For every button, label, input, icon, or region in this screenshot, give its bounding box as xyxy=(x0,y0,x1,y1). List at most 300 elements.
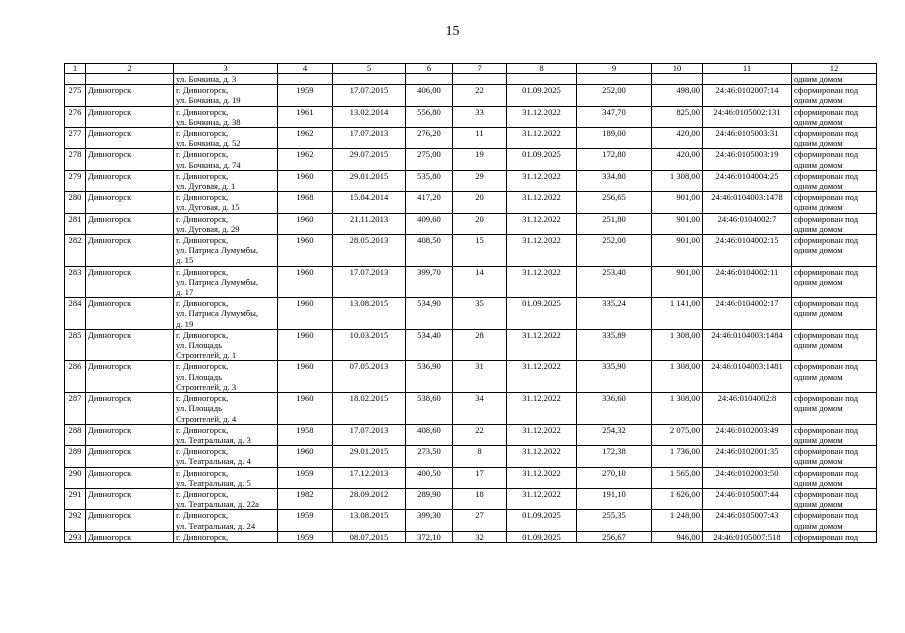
address-line: г. Дивногорск, xyxy=(176,85,229,96)
year-cell: 1960 xyxy=(278,213,333,234)
count-cell: 17 xyxy=(453,467,507,488)
address-line: г. Дивногорск, xyxy=(176,128,229,139)
value10-cell: 1 565,00 xyxy=(652,467,703,488)
value9-cell: 189,00 xyxy=(577,128,652,149)
value10-cell: 1 141,00 xyxy=(652,298,703,330)
status-line: сформирован под xyxy=(794,192,859,203)
city-cell: Дивногорск xyxy=(86,213,174,234)
row-number: 277 xyxy=(65,128,86,149)
address-line: ул. Бочкина, д. 74 xyxy=(176,159,241,170)
table-row xyxy=(65,85,877,106)
year-cell: 1960 xyxy=(278,329,333,361)
address-cell xyxy=(174,510,278,531)
status-cell xyxy=(792,298,877,330)
city-cell: Дивногорск xyxy=(86,467,174,488)
cadastral-number-cell: 24:46:0105007:44 xyxy=(703,488,792,509)
area-cell: 536,90 xyxy=(406,361,453,393)
status-cell xyxy=(792,192,877,213)
count-cell: 11 xyxy=(453,128,507,149)
cadastral-number-cell: 24:46:0104002:11 xyxy=(703,266,792,298)
value10-cell: 420,00 xyxy=(652,128,703,149)
count-cell: 18 xyxy=(453,488,507,509)
address-line: ул. Площадь xyxy=(176,371,223,382)
table-row xyxy=(65,531,877,542)
cadastral-number-cell: 24:46:0104003:1478 xyxy=(703,192,792,213)
table-row xyxy=(65,266,877,298)
table-row xyxy=(65,106,877,127)
address-line: г. Дивногорск, xyxy=(176,531,229,542)
address-line: г. Дивногорск, xyxy=(176,361,229,372)
value9-cell: 256,67 xyxy=(577,531,652,542)
status-line: одним домом xyxy=(794,477,843,488)
value9-cell: 254,32 xyxy=(577,424,652,445)
status-cell xyxy=(792,393,877,425)
status-line: одним домом xyxy=(794,499,843,510)
area-cell: 534,40 xyxy=(406,329,453,361)
address-cell xyxy=(174,106,278,127)
deadline-cell: 31.12.2022 xyxy=(507,266,577,298)
row-number: 288 xyxy=(65,424,86,445)
count-cell: 31 xyxy=(453,361,507,393)
deadline-cell: 31.12.2022 xyxy=(507,446,577,467)
table-row xyxy=(65,149,877,170)
value10-cell: 498,00 xyxy=(652,85,703,106)
status-line: одним домом xyxy=(794,202,843,213)
address-line: ул. Дуговая, д. 15 xyxy=(176,202,240,213)
address-line: ул. Патриса Лумумбы, xyxy=(176,276,259,287)
status-line: сформирован под xyxy=(794,85,859,96)
status-cell xyxy=(792,106,877,127)
year-cell: 1960 xyxy=(278,446,333,467)
deadline-cell: 31.12.2022 xyxy=(507,235,577,267)
row-number: 284 xyxy=(65,298,86,330)
value10-cell: 901,00 xyxy=(652,213,703,234)
count-cell: 19 xyxy=(453,149,507,170)
address-line: г. Дивногорск, xyxy=(176,266,229,277)
year-cell: 1968 xyxy=(278,192,333,213)
date-cell: 17.07.2013 xyxy=(333,266,406,298)
city-cell: Дивногорск xyxy=(86,531,174,542)
column-header-6: 6 xyxy=(406,64,453,74)
date-cell: 29.07.2015 xyxy=(333,149,406,170)
row-number: 276 xyxy=(65,106,86,127)
continuation-status: одним домом xyxy=(792,74,877,85)
year-cell: 1960 xyxy=(278,298,333,330)
address-cell xyxy=(174,128,278,149)
page-number: 15 xyxy=(445,24,460,39)
area-cell: 538,60 xyxy=(406,393,453,425)
cadastral-number-cell: 24:46:0104002:7 xyxy=(703,213,792,234)
value9-cell: 172,80 xyxy=(577,149,652,170)
address-cell xyxy=(174,329,278,361)
status-line: сформирован под xyxy=(794,213,859,224)
column-header-4: 4 xyxy=(278,64,333,74)
cadastral-number-cell: 24:46:0105002:131 xyxy=(703,106,792,127)
value10-cell: 1 308,00 xyxy=(652,329,703,361)
status-cell xyxy=(792,488,877,509)
area-cell: 400,50 xyxy=(406,467,453,488)
column-header-12: 12 xyxy=(792,64,877,74)
address-cell xyxy=(174,170,278,191)
status-cell xyxy=(792,329,877,361)
address-line: ул. Театральная, д. 4 xyxy=(176,456,251,467)
year-cell: 1960 xyxy=(278,393,333,425)
address-line: г. Дивногорск, xyxy=(176,393,229,404)
column-header-5: 5 xyxy=(333,64,406,74)
address-line: ул. Патриса Лумумбы, xyxy=(176,308,259,319)
table-row xyxy=(65,235,877,267)
address-line: г. Дивногорск, xyxy=(176,298,229,309)
city-cell: Дивногорск xyxy=(86,510,174,531)
row-number: 289 xyxy=(65,446,86,467)
address-line: д. 17 xyxy=(176,287,194,298)
value9-cell: 172,38 xyxy=(577,446,652,467)
address-cell xyxy=(174,467,278,488)
table-row xyxy=(65,424,877,445)
row-number: 293 xyxy=(65,531,86,542)
area-cell: 556,80 xyxy=(406,106,453,127)
address-line: ул. Дуговая, д. 1 xyxy=(176,181,236,192)
row-number: 275 xyxy=(65,85,86,106)
table-row xyxy=(65,467,877,488)
count-cell: 29 xyxy=(453,170,507,191)
city-cell: Дивногорск xyxy=(86,298,174,330)
date-cell: 29.01.2015 xyxy=(333,446,406,467)
status-line: сформирован под xyxy=(794,424,859,435)
year-cell: 1962 xyxy=(278,149,333,170)
status-line: одним домом xyxy=(794,181,843,192)
address-line: ул. Бочкина, д. 52 xyxy=(176,138,241,149)
address-line: ул. Театральная, д. 24 xyxy=(176,520,256,531)
year-cell: 1959 xyxy=(278,85,333,106)
deadline-cell: 31.12.2022 xyxy=(507,467,577,488)
address-line: г. Дивногорск, xyxy=(176,170,229,181)
status-line: одним домом xyxy=(794,308,843,319)
area-cell: 406,00 xyxy=(406,85,453,106)
status-line: сформирован под xyxy=(794,266,859,277)
area-cell: 273,50 xyxy=(406,446,453,467)
status-cell xyxy=(792,446,877,467)
status-cell xyxy=(792,149,877,170)
year-cell: 1959 xyxy=(278,467,333,488)
address-line: ул. Бочкина, д. 19 xyxy=(176,95,241,106)
cadastral-number-cell: 24:46:0105007:518 xyxy=(703,531,792,542)
row-number: 278 xyxy=(65,149,86,170)
value10-cell: 1 248,00 xyxy=(652,510,703,531)
city-cell: Дивногорск xyxy=(86,266,174,298)
status-cell xyxy=(792,170,877,191)
status-cell xyxy=(792,467,877,488)
status-line: одним домом xyxy=(794,434,843,445)
value10-cell: 901,00 xyxy=(652,235,703,267)
table-row xyxy=(65,298,877,330)
status-cell xyxy=(792,235,877,267)
address-line: Строителей, д. 4 xyxy=(176,413,237,424)
status-line: сформирован под xyxy=(794,329,859,340)
deadline-cell: 31.12.2022 xyxy=(507,192,577,213)
address-cell xyxy=(174,424,278,445)
status-line: сформирован под xyxy=(794,531,859,542)
status-line: одним домом xyxy=(794,138,843,149)
value10-cell: 1 308,00 xyxy=(652,170,703,191)
status-line: одним домом xyxy=(794,223,843,234)
value9-cell: 255,35 xyxy=(577,510,652,531)
deadline-cell: 31.12.2022 xyxy=(507,329,577,361)
year-cell: 1959 xyxy=(278,531,333,542)
value9-cell: 191,10 xyxy=(577,488,652,509)
row-number: 292 xyxy=(65,510,86,531)
status-line: сформирован под xyxy=(794,170,859,181)
address-cell xyxy=(174,149,278,170)
cadastral-number-cell: 24:46:0105003:31 xyxy=(703,128,792,149)
area-cell: 399,30 xyxy=(406,510,453,531)
cadastral-number-cell: 24:46:0104004:25 xyxy=(703,170,792,191)
address-cell xyxy=(174,213,278,234)
city-cell: Дивногорск xyxy=(86,446,174,467)
count-cell: 8 xyxy=(453,446,507,467)
deadline-cell: 31.12.2022 xyxy=(507,170,577,191)
deadline-cell: 01.09.2025 xyxy=(507,531,577,542)
area-cell: 408,60 xyxy=(406,424,453,445)
status-line: одним домом xyxy=(794,520,843,531)
table-row xyxy=(65,170,877,191)
row-number: 280 xyxy=(65,192,86,213)
deadline-cell: 31.12.2022 xyxy=(507,488,577,509)
date-cell: 13.08.2015 xyxy=(333,298,406,330)
deadline-cell: 31.12.2022 xyxy=(507,393,577,425)
area-cell: 534,90 xyxy=(406,298,453,330)
date-cell: 29.01.2015 xyxy=(333,170,406,191)
date-cell: 07.05.2013 xyxy=(333,361,406,393)
date-cell: 13.02.2014 xyxy=(333,106,406,127)
row-number: 281 xyxy=(65,213,86,234)
value10-cell: 1 626,00 xyxy=(652,488,703,509)
continuation-address: ул. Бочкина, д. 3 xyxy=(174,74,278,85)
status-line: сформирован под xyxy=(794,446,859,457)
count-cell: 35 xyxy=(453,298,507,330)
status-cell xyxy=(792,128,877,149)
value9-cell: 334,80 xyxy=(577,170,652,191)
date-cell: 13.08.2015 xyxy=(333,510,406,531)
status-line: сформирован под xyxy=(794,298,859,309)
year-cell: 1960 xyxy=(278,170,333,191)
status-line: одним домом xyxy=(794,340,843,351)
city-cell: Дивногорск xyxy=(86,149,174,170)
cadastral-number-cell: 24:46:0102003:49 xyxy=(703,424,792,445)
status-cell xyxy=(792,510,877,531)
table-row xyxy=(65,446,877,467)
value10-cell: 901,00 xyxy=(652,266,703,298)
table-header-row xyxy=(65,64,877,74)
deadline-cell: 31.12.2022 xyxy=(507,106,577,127)
deadline-cell: 01.09.2025 xyxy=(507,298,577,330)
count-cell: 28 xyxy=(453,329,507,361)
status-line: одним домом xyxy=(794,403,843,414)
address-cell xyxy=(174,488,278,509)
status-cell xyxy=(792,213,877,234)
status-cell xyxy=(792,424,877,445)
address-line: г. Дивногорск, xyxy=(176,329,229,340)
city-cell: Дивногорск xyxy=(86,235,174,267)
deadline-cell: 01.09.2025 xyxy=(507,85,577,106)
address-line: ул. Театральная, д. 3 xyxy=(176,434,251,445)
count-cell: 32 xyxy=(453,531,507,542)
status-line: одним домом xyxy=(794,116,843,127)
address-line: д. 15 xyxy=(176,255,194,266)
address-cell xyxy=(174,298,278,330)
address-line: ул. Театральная, д. 22а xyxy=(176,499,259,510)
city-cell: Дивногорск xyxy=(86,170,174,191)
row-number: 282 xyxy=(65,235,86,267)
area-cell: 372,10 xyxy=(406,531,453,542)
column-header-2: 2 xyxy=(86,64,174,74)
year-cell: 1958 xyxy=(278,424,333,445)
value9-cell: 253,40 xyxy=(577,266,652,298)
area-cell: 276,20 xyxy=(406,128,453,149)
value10-cell: 1 308,00 xyxy=(652,361,703,393)
address-line: г. Дивногорск, xyxy=(176,510,229,521)
address-line: ул. Площадь xyxy=(176,403,223,414)
status-line: сформирован под xyxy=(794,467,859,478)
count-cell: 15 xyxy=(453,235,507,267)
column-header-11: 11 xyxy=(703,64,792,74)
value9-cell: 335,89 xyxy=(577,329,652,361)
status-cell xyxy=(792,85,877,106)
cadastral-number-cell: 24:46:0104002:15 xyxy=(703,235,792,267)
city-cell: Дивногорск xyxy=(86,128,174,149)
year-cell: 1959 xyxy=(278,510,333,531)
address-line: г. Дивногорск, xyxy=(176,192,229,203)
cadastral-number-cell: 24:46:0102001:35 xyxy=(703,446,792,467)
value10-cell: 2 075,00 xyxy=(652,424,703,445)
value9-cell: 252,00 xyxy=(577,85,652,106)
column-header-7: 7 xyxy=(453,64,507,74)
status-cell xyxy=(792,531,877,542)
date-cell: 17.12.2013 xyxy=(333,467,406,488)
cadastral-number-cell: 24:46:0102003:50 xyxy=(703,467,792,488)
table-row xyxy=(65,510,877,531)
status-line: сформирован под xyxy=(794,149,859,160)
address-line: д. 19 xyxy=(176,318,194,329)
city-cell: Дивногорск xyxy=(86,393,174,425)
count-cell: 22 xyxy=(453,85,507,106)
date-cell: 28.05.2013 xyxy=(333,235,406,267)
status-line: сформирован под xyxy=(794,510,859,521)
date-cell: 21.11.2013 xyxy=(333,213,406,234)
status-line: одним домом xyxy=(794,159,843,170)
table-row xyxy=(65,192,877,213)
date-cell: 17.07.2015 xyxy=(333,85,406,106)
status-line: одним домом xyxy=(794,95,843,106)
count-cell: 34 xyxy=(453,393,507,425)
city-cell: Дивногорск xyxy=(86,192,174,213)
city-cell: Дивногорск xyxy=(86,106,174,127)
table-row xyxy=(65,213,877,234)
address-line: г. Дивногорск, xyxy=(176,424,229,435)
area-cell: 417,20 xyxy=(406,192,453,213)
table-row xyxy=(65,488,877,509)
address-line: г. Дивногорск, xyxy=(176,446,229,457)
date-cell: 17.07.2013 xyxy=(333,424,406,445)
status-line: одним домом xyxy=(794,456,843,467)
status-line: сформирован под xyxy=(794,488,859,499)
count-cell: 20 xyxy=(453,192,507,213)
city-cell: Дивногорск xyxy=(86,85,174,106)
count-cell: 33 xyxy=(453,106,507,127)
address-cell xyxy=(174,393,278,425)
city-cell: Дивногорск xyxy=(86,488,174,509)
address-cell xyxy=(174,446,278,467)
date-cell: 08.07.2015 xyxy=(333,531,406,542)
date-cell: 15.04.2014 xyxy=(333,192,406,213)
cadastral-number-cell: 24:46:0102007:14 xyxy=(703,85,792,106)
year-cell: 1960 xyxy=(278,361,333,393)
address-line: Строителей, д. 3 xyxy=(176,381,237,392)
value10-cell: 1 736,00 xyxy=(652,446,703,467)
row-number: 285 xyxy=(65,329,86,361)
status-line: одним домом xyxy=(794,371,843,382)
value9-cell: 347,70 xyxy=(577,106,652,127)
area-cell: 535,80 xyxy=(406,170,453,191)
value9-cell: 252,00 xyxy=(577,235,652,267)
deadline-cell: 01.09.2025 xyxy=(507,149,577,170)
status-cell xyxy=(792,266,877,298)
row-number: 290 xyxy=(65,467,86,488)
table-row xyxy=(65,128,877,149)
area-cell: 409,60 xyxy=(406,213,453,234)
address-line: Строителей, д. 1 xyxy=(176,350,237,361)
deadline-cell: 31.12.2022 xyxy=(507,361,577,393)
value9-cell: 251,80 xyxy=(577,213,652,234)
city-cell: Дивногорск xyxy=(86,361,174,393)
value9-cell: 256,65 xyxy=(577,192,652,213)
address-line: ул. Дуговая, д. 29 xyxy=(176,223,240,234)
deadline-cell: 31.12.2022 xyxy=(507,213,577,234)
address-line: ул. Театральная, д. 5 xyxy=(176,477,251,488)
area-cell: 289,90 xyxy=(406,488,453,509)
address-line: г. Дивногорск, xyxy=(176,106,229,117)
value9-cell: 336,60 xyxy=(577,393,652,425)
value10-cell: 901,00 xyxy=(652,192,703,213)
count-cell: 14 xyxy=(453,266,507,298)
deadline-cell: 01.09.2025 xyxy=(507,510,577,531)
column-header-3: 3 xyxy=(174,64,278,74)
cadastral-number-cell: 24:46:0105007:43 xyxy=(703,510,792,531)
cadastral-number-cell: 24:46:0104003:1481 xyxy=(703,361,792,393)
address-cell xyxy=(174,85,278,106)
address-cell xyxy=(174,266,278,298)
table-row xyxy=(65,329,877,361)
address-line: г. Дивногорск, xyxy=(176,213,229,224)
value10-cell: 825,00 xyxy=(652,106,703,127)
status-line: сформирован под xyxy=(794,128,859,139)
table-row xyxy=(65,361,877,393)
address-cell xyxy=(174,235,278,267)
row-number: 279 xyxy=(65,170,86,191)
cadastral-number-cell: 24:46:0105003:19 xyxy=(703,149,792,170)
cadastral-number-cell: 24:46:0104002:8 xyxy=(703,393,792,425)
value9-cell: 335,24 xyxy=(577,298,652,330)
city-cell: Дивногорск xyxy=(86,329,174,361)
column-header-1: 1 xyxy=(65,64,86,74)
area-cell: 275,00 xyxy=(406,149,453,170)
count-cell: 20 xyxy=(453,213,507,234)
address-cell xyxy=(174,361,278,393)
date-cell: 17.07.2013 xyxy=(333,128,406,149)
year-cell: 1962 xyxy=(278,128,333,149)
value10-cell: 946,00 xyxy=(652,531,703,542)
value10-cell: 420,00 xyxy=(652,149,703,170)
